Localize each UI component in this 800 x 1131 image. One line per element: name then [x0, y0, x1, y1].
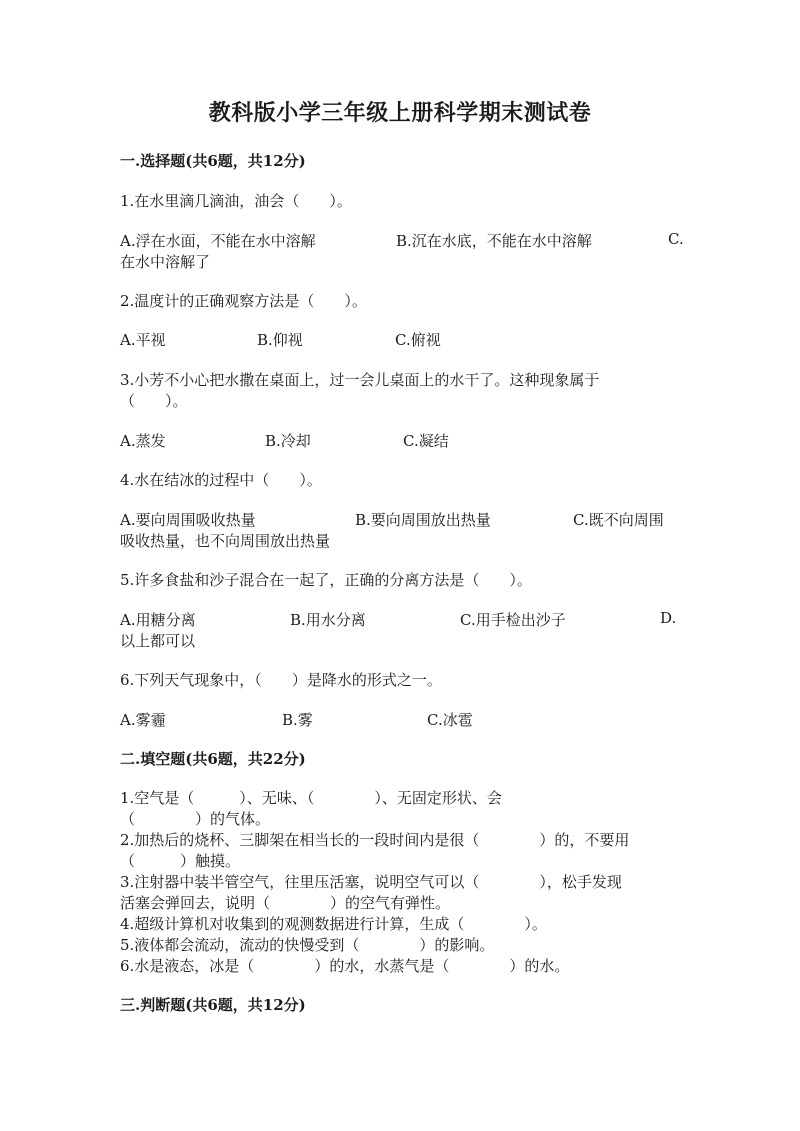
question-3-stem-line-1: 3.小芳不小心把水撒在桌面上，过一会儿桌面上的水干了。这种现象属于: [120, 371, 600, 389]
question-5-stem: 5.许多食盐和沙子混合在一起了，正确的分离方法是（ ）。: [120, 571, 532, 589]
fill-blank-line: 1.空气是（ ）、无味、（ ）、无固定形状、会: [120, 789, 502, 807]
fill-blank-line: 5.液体都会流动，流动的快慢受到（ ）的影响。: [120, 936, 495, 954]
question-3-option-c: C.凝结: [403, 432, 449, 450]
question-4-stem: 4.水在结冰的过程中（ ）。: [120, 471, 322, 489]
question-2-option-b: B.仰视: [257, 331, 303, 349]
question-1-option-a: A.浮在水面，不能在水中溶解: [120, 232, 316, 250]
question-2-option-a: A.平视: [120, 331, 166, 349]
fill-blank-line: 2.加热后的烧杯、三脚架在相当长的一段时间内是很（ ）的，不要用: [120, 831, 630, 849]
question-4-option-c: C.既不向周围: [573, 511, 664, 529]
question-2-stem: 2.温度计的正确观察方法是（ ）。: [120, 292, 367, 310]
question-5-option-b: B.用水分离: [290, 611, 366, 629]
fill-blank-line: 6.水是液态，冰是（ ）的水，水蒸气是（ ）的水。: [120, 957, 570, 975]
question-4-option-b: B.要向周围放出热量: [355, 511, 491, 529]
question-5-option-d: D.: [660, 609, 677, 627]
question-4-option-c-continued: 吸收热量，也不向周围放出热量: [120, 532, 331, 550]
question-1-option-c: C.: [668, 230, 684, 248]
fill-blank-line: （ ）的气体。: [120, 810, 271, 828]
question-2-option-c: C.俯视: [395, 331, 441, 349]
question-3-option-a: A.蒸发: [120, 432, 166, 450]
fill-blank-line: 活塞会弹回去，说明（ ）的空气有弹性。: [120, 894, 451, 912]
question-4-option-a: A.要向周围吸收热量: [120, 511, 256, 529]
fill-blank-line: （ ）触摸。: [120, 852, 241, 870]
question-5-option-d-continued: 以上都可以: [120, 632, 196, 650]
question-1-option-b: B.沉在水底，不能在水中溶解: [396, 232, 592, 250]
question-5-option-a: A.用糖分离: [120, 611, 196, 629]
fill-blank-line: 4.超级计算机对收集到的观测数据进行计算，生成（ ）。: [120, 915, 547, 933]
question-1-option-c-continued: 在水中溶解了: [120, 253, 211, 271]
question-3-option-b: B.冷却: [265, 432, 311, 450]
question-5-option-c: C.用手检出沙子: [460, 611, 566, 629]
question-6-option-c: C.冰雹: [427, 711, 473, 729]
fill-blank-line: 3.注射器中装半管空气，往里压活塞，说明空气可以（ ），松手发现: [120, 873, 622, 891]
page-title: 教科版小学三年级上册科学期末测试卷: [208, 100, 592, 126]
question-6-option-a: A.雾霾: [120, 711, 166, 729]
section-heading-fill-blank: 二.填空题(共6题，共22分): [120, 750, 306, 768]
section-heading-true-false: 三.判断题(共6题，共12分): [120, 996, 306, 1014]
section-heading-choice: 一.选择题(共6题，共12分): [120, 152, 306, 170]
question-6-stem: 6.下列天气现象中，（ ）是降水的形式之一。: [120, 671, 442, 689]
question-6-option-b: B.雾: [282, 711, 313, 729]
question-3-stem-line-2: （ ）。: [120, 392, 188, 410]
question-1-stem: 1.在水里滴几滴油，油会（ ）。: [120, 192, 352, 210]
